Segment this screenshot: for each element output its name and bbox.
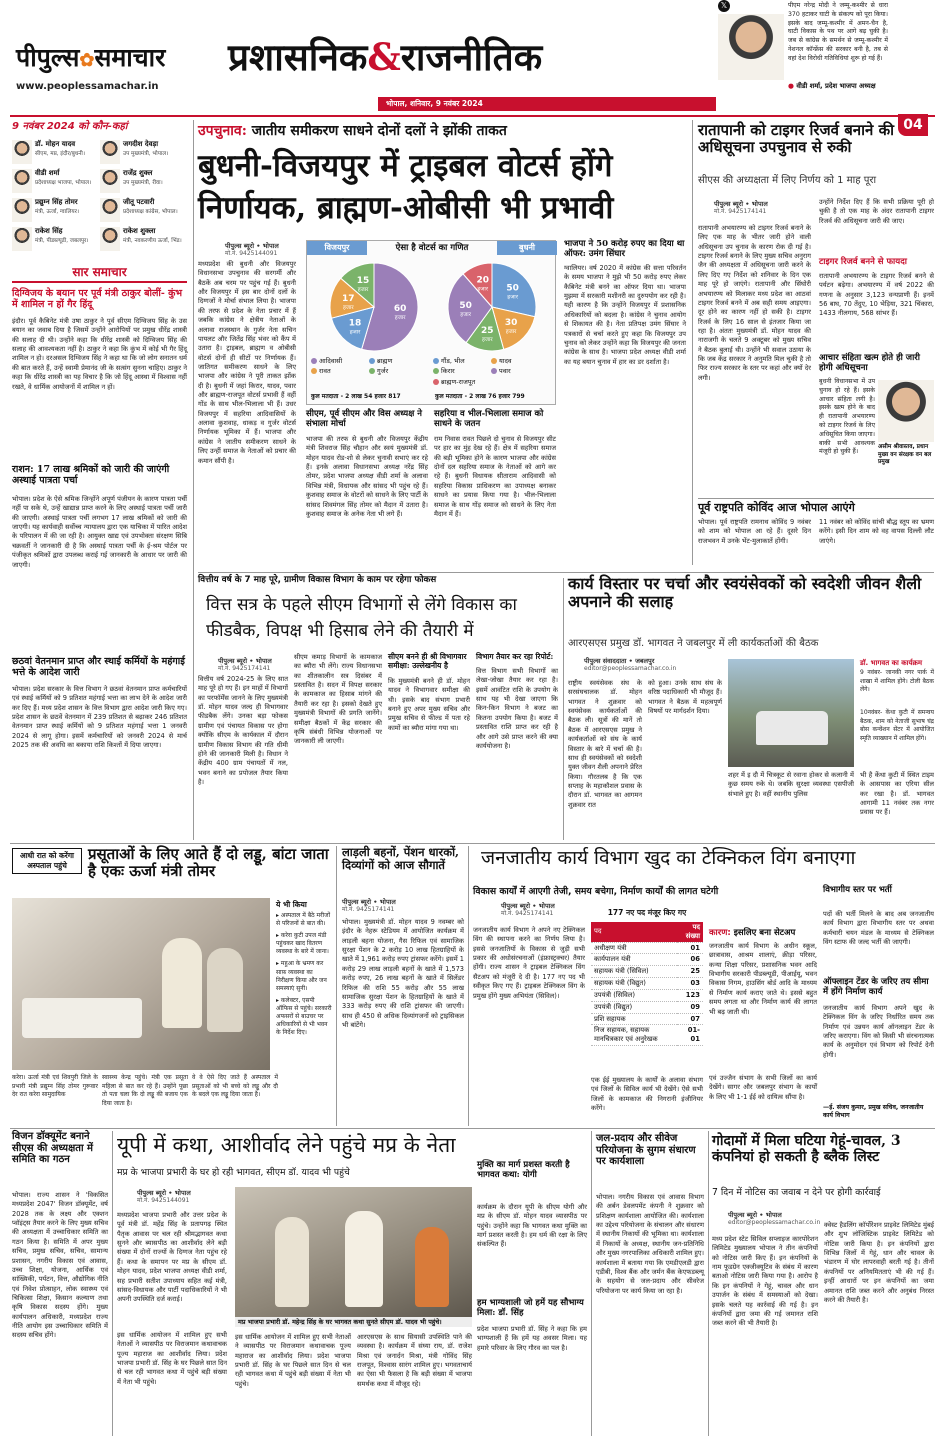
avatar [12, 140, 32, 164]
schedule-name: वीडी शर्मा [35, 169, 60, 177]
x-icon: 𝕏 [718, 0, 730, 12]
legend-entry: आदिवासी [311, 357, 369, 365]
car-shape [756, 711, 828, 745]
post-name: निज सहायक, सहायक मानचित्रकार एवं अनुरेखक [591, 1025, 677, 1046]
section-title: प्रशासनिक&राजनीतिक [228, 35, 543, 79]
rss-headline: कार्य विस्तार पर चर्चा और स्वयंसेवकों को स्वदेशी जीवन शैली अपनाने की सलाह [568, 574, 922, 612]
avatar [100, 227, 120, 251]
bullet-point: ▸ करेरा कुटी उपज मंडी पहुंचकर खाद वितरण व्यवस्था के बारे में जाना। [276, 932, 329, 956]
table-row [591, 1013, 703, 1025]
pie-value-label: 50 [459, 301, 472, 312]
jal-body: भोपाल। नगरीय विकास एवं आवास विभाग की अर्बन डेवलपमेंट कंपनी ने शुक्रवार को प्रशिक्षण कार्यशाला आयोजित की। कार्यशाला का उद्देश्य परियोजना के संचालन और संधारण में स्थानीय निकायों की भूमिका था। कार्यशाला में निकायों के अध्यक्ष, स्थानीय जन-प्रतिनिधि और मुख्य नगरपालिका अधिकारी शामिल हुए। कार्यशाला में बताया गया कि एमडीएलडी द्वारा एडीबी, विश्व बैंक और जर्मन बैंक केएफडब्ल्यू के सहयोग से जल-प्रदाय और सीवरेज परियोजना पर कार्य किया जा रहा है। [596, 1193, 704, 1295]
godam-deck: 7 दिन में नोटिस का जवाब न देने पर होगी कार्रवाई [712, 1187, 881, 1198]
pie-unit-label: हजार [481, 336, 493, 343]
godam-body-2: क्वेस्ट हैडलिंग कॉर्पोरेशन प्राइवेट लिमिटेड मुंबई और शुभ लॉजिस्टिक प्राइवेट लिमिटेड को नोटिस जारी किया है। इन कंपनियों द्वारा विभिन्न जिलों में गेहूं, धान और चावल के भंडारण में घोर लापरवाही बरती गई है। तीनों कंपनियों पर अनियमितताएं भी की गई हैं। इन्हीं आधारों पर इन कंपनियों का जमा अमानत राशि जब्त करने और अनुबंध निरस्त करने की तैयारी है। [824, 1221, 934, 1304]
laadli-byline: पीपुल्स ब्यूरो • भोपाल मो.नं. 9425174141 [342, 898, 396, 914]
vitt-sub: सीएम बनने ही श्री विभागवार समीक्षा: उल्लेखनीय है [388, 652, 467, 670]
pie-chart-vijaypur [319, 259, 429, 355]
legend-swatch [311, 368, 317, 374]
katha-photo [235, 1187, 472, 1317]
janjatiya-body-1: जनजातीय कार्य विभाग ने अपने नए टेक्निकल विंग की स्थापना करने का निर्णय लिया है। इससे जनजातियों के विकास से जुड़ी सभी प्रकार की अधोसंरचनाओं (इंफ्रास्ट्रक्चर) तैयार होंगी। राज्य शासन ने ट्राइबल टेक्निकल विंग सैटअप को मंजूरी दे दी है। 177 नए पद भी स्वीकृत किए गए हैं। ट्राइबल टेक्निकल विंग के प्रमुख होंगे मुख्य अभियंता (सिविल)। [473, 926, 585, 1000]
rss-deck: आरएसएस प्रमुख डॉ. भागवत ने जबलपुर में ली कार्यकर्ताओं की बैठक [568, 638, 819, 649]
karan-heading: कारण: इसलिए बना सेटअप [709, 928, 796, 938]
laadli-story [342, 846, 464, 1126]
rss-body-3: भी है केंथा कुटी में स्थित टाइम के आसपास का एरिया सील कर रखा है। डॉ. भागवत आगामी 11 नवंबर तक नगर प्रवास पर हैं। [860, 771, 934, 817]
date-bar: भोपाल, शनिवार, 9 नवंबर 2024 [378, 97, 716, 111]
motorcade-photo [728, 659, 854, 767]
avatar [12, 227, 32, 251]
kovind-headline: पूर्व राष्ट्रपति कोविंद आज भोपाल आएंगे [698, 498, 934, 515]
schedule-name: राकेश सिंह [35, 227, 63, 235]
ratapani-story [698, 120, 934, 565]
post-name: सहायक यंत्री (सिविल) [591, 966, 677, 978]
rss-schedule-box [860, 659, 934, 769]
saar-body-3: भोपाल। प्रदेश सरकार के वित्त विभाग ने छठवां वेतनमान प्राप्त कर्मचारियों एवं स्थाई कर्मियों को 9 प्रतिशत महंगाई भत्ता का लाभ देने के आदेश जारी कर दिए हैं। मध्य प्रदेश शासन के वित्त विभाग द्वारा आदेश जारी किए गए। प्रदेश शासन के छठवें वेतनमान में 239 प्रतिशत से बढ़ाकर 246 प्रतिशत वेतनमान प्राप्त स्थाई कर्मियों को 9 प्रतिशत महंगाई भत्ता 1 जनवरी 2024 से लागू होगा। इसमें कर्मचारियों को जनवरी 2024 से मार्च 2025 तक की अवधि का बकाया राशि किश्तों में दिया जाएगा। [12, 685, 187, 750]
schedule-entry [100, 227, 186, 255]
ratapani-headline: रातापानी को टाइगर रिजर्व बनाने की अधिसूचना उपचुनाव से रुकी [698, 121, 894, 157]
schedule-entry [100, 140, 186, 168]
table-row [591, 978, 703, 990]
ratapani-quote-by: असीम श्रीवास्तव, प्रधान मुख्य वन संरक्षक वन बल प्रमुख [878, 444, 932, 466]
pie-unit-label: हजार [357, 286, 369, 293]
posts-table-title: 177 नए पद मंजूर किए गए [607, 908, 687, 917]
bullet-point: ▸ कलेक्टर, एसपी ऑफिस से पहुंचे। सरकारी अफसरों से बाउचर पर अधिकारियों से भी भवन के निर्देश दिए। [276, 996, 332, 1037]
brand-logo: पीपुल्स✿समाचार [16, 43, 166, 72]
vision-headline: विजन डॉक्यूमेंट बनाने सीएस की अध्यक्षता में समिति का गठन [12, 1131, 93, 1165]
ladoo-points [276, 912, 332, 1112]
legend-vijaypur [311, 357, 429, 378]
rss-schedule-title: डॉ. भागवत का कार्यक्रम [860, 659, 923, 667]
total-vijaypur: कुल मतदाता - 2 लाख 54 हजार 817 [311, 393, 401, 400]
vitt-headline: वित्त सत्र के पहले सीएम विभागों से लेंगे विकास का फीडबैक, विपक्ष भी हिसाब लेने की तैयारी में [206, 595, 517, 641]
schedule-entry [12, 169, 98, 197]
post-name: उपयंत्री (विद्युत) [591, 1001, 677, 1013]
tender-heading: ऑफ्लाइन टेंडर के जरिए तय सीमा में होंगे निर्माण कार्य [823, 977, 929, 997]
katha-caption: मप्र भाजपा प्रभारी डॉ. महेन्द्र सिंह के घर भागवत कथा सुनते सीएम डॉ. यादव भी पहुंचे। [235, 1317, 472, 1327]
vision-story [12, 1131, 108, 1436]
pie-value-label: 50 [506, 283, 519, 294]
schedule-place: उप मुख्यमंत्री, रीवा। [123, 180, 163, 186]
tweet-author: ● वीडी शर्मा, प्रदेश भाजपा अध्यक्ष [788, 82, 876, 90]
janjatiya-byline: पीपुल्स ब्यूरो • भोपाल मो.नं. 9425174141 [501, 902, 555, 918]
tweet-text: पीएम नरेन्द्र मोदी ने जम्मू-कश्मीर से धारा 370 हटाकर घाटी के संकल्प को पूरा किया। इसके बाद जम्मू-कश्मीर में अमन-चैन है, घाटी विकास के पथ पर आगे बढ़ चुकी है। जब से कांग्रेस के समर्थन से जम्मू-कश्मीर में नेशनल कॉन्फ्रेंस की सरकार बनी है, तब से वहां देश विरोधी गतिविधियां शुरू हो गई हैं। [788, 2, 888, 62]
schedule-entry [12, 140, 98, 168]
legend-swatch [491, 358, 497, 364]
ratapani-body-2: उन्होंने निर्देश दिए हैं कि सभी प्रक्रिया पूरी हो चुकी है तो एक माह के अंदर रातापानी टाइगर रिजर्व की अधिसूचना जारी की जाए। [819, 198, 934, 225]
chart-title: ऐसा है वोटर्स का गणित [395, 243, 469, 253]
kovind-body-1: भोपाल। पूर्व राष्ट्रपति रामनाथ कोविंद 9 नवंबर को शाम को भोपाल आ रहे हैं। दूसरे दिन राजभवन में उनके भेंट-मुलाकातें होंगी। [698, 518, 811, 545]
post-name: प्रशि सहायक [591, 1013, 677, 1025]
saar-body-2: भोपाल। प्रदेश के ऐसे श्रमिक जिन्होंने अपूर्ण पंजीयन के कारण पात्रता पर्ची नहीं पा सके थे, उन्हें खाद्यान्न प्राप्त करने के लिए अस्थाई पात्रता पर्ची जारी की जाएगी। अस्थाई पात्रता पर्ची लगभग 17 लाख श्रमिकों को जारी की जाएगी। यह कार्यवाही सर्वोच्च न्यायालय द्वारा एक याचिका में पारित आदेश के परिपालन में की जा रही है। आयुक्त खाद्य एवं उपभोक्ता संरक्षण सिबि चक्रवर्ती ने जानकारी दी है कि अस्थाई पात्रता पर्ची के ई-श्रम पोर्टल पर पंजीकृत श्रमिकों द्वारा उपलब्ध कराई गई जानकारी के आधार पर जारी की जाएगी। [12, 495, 187, 569]
lead-body-2: भाजपा की तरफ से बुधनी और विजयपुर केंद्रीय मंत्री शिवराज सिंह चौहान और स्वयं मुख्यमंत्री डॉ. मोहन यादव रोड-शो से लेकर चुनावी सभाएं कर रहे हैं। इनके अलावा विधानसभा अध्यक्ष नरेंद्र सिंह तोमर, प्रदेश भाजपा अध्यक्ष वीडी शर्मा के अलावा विभिन्न मंत्री, विधायक और सांसद भी पहुंच रहे हैं। कुशवाह समाज के वोटरों को साधने के लिए पार्टी के सांसद शिवमंगल सिंह तोमर को मैदान में उतारा है। कुशवाह समाज के अनेक नेता भी लगे हैं। [306, 435, 428, 518]
post-count: 07 [677, 1013, 703, 1025]
laadli-body: भोपाल। मुख्यमंत्री डॉ. मोहन यादव 9 नवम्बर को इंदौर के नेहरू स्टेडियम में आयोजित कार्यक्रम में लाड़ली बहना योजना, गैस रिफिल एवं सामाजिक सुरक्षा पेंशन के 2 करोड़ 10 लाख हितग्राहियों के खाते में 1,961 करोड़ रुपए ट्रांसफर करेंगे। इसमें 1 करोड़ 29 लाख लाड़ली बहनों के खाते में 1,573 करोड़ रुपए, 26 लाख बहनों के खाते में सिलेंडर रिफिल की राशि 55 करोड़ और 55 लाख सामाजिक सुरक्षा पेंशन के हितग्राहियों के खाते में 333 करोड़ रुपए की राशि ट्रांसफर की जाएगी। साथ ही 450 से अधिक दिव्यांगजनों को ट्राइसिकल भी बांटेंगे। [342, 918, 464, 1029]
lead-body-4: ग्वालियर। वर्ष 2020 में कांग्रेस की सत्ता परिवर्तन के समय भाजपा ने मुझे भी 50 करोड़ रुपए लेकर कैबिनेट मंत्री बनने का ऑफर दिया था। भाजपा मुझमा में सरकारी मशीनरी का दुरुपयोग कर रही है। यही कारण है कि उन्होंने विजयपुर में प्रशासनिक अधिकारियों को बदला है। कांग्रेस ने चुनाव आयोग से शिकायत की है। नेता प्रतिपक्ष उमंग सिंघार ने पत्रकारों से चर्चा करते हुए कहा कि विजयपुर उप चुनाव को लेकर उन्होंने कहा कि विजयपुर की जनता कांग्रेस के साथ है। भाजपा प्रदेश अध्यक्ष वीडी शर्मा का यह बयान चुनाव में हार का डर दर्शाता है। [564, 264, 686, 366]
janjatiya-deck: विकास कार्यों में आएगी तेजी, समय बचेगा, निर्माण कार्यों की लागत घटेगी [473, 886, 719, 897]
janjatiya-body-2: एक ईई मुख्यालय के कार्यों के अलावा संभाग एवं जिलों के सिविल कार्य भी देखेंगे। ऐसे सभी जिलों के कामकाज की निगरानी इंजीनियर करेंगे। [591, 1076, 703, 1113]
lead-kicker: उपचुनाव: जातीय समीकरण साधने दोनों दलों ने झोंकी ताकत [198, 123, 507, 139]
schedule-place: मंत्री, ऊर्जा, ग्वालियर। [35, 209, 80, 215]
hospital-photo [12, 898, 270, 1070]
pie-value-label: 15 [356, 275, 370, 286]
pie-chart-budhni [437, 259, 547, 355]
saar-headline-2: राशन: 17 लाख श्रमिकों को जारी की जाएंगी अस्थाई पात्रता पर्चा [12, 464, 170, 486]
ratapani-body-1: रातापानी अभयारण्य को टाइगर रिजर्व बनाने के लिए एक माह के भीतर जारी होने वाली अधिसूचना उप चुनाव के कारण रोक दी गई है। टाइगर रिजर्व बनाने के लिए मुख्य सचिव अनुराग जैन की अध्यक्षता में अधिसूचना जारी करने के लिए दिए गए निर्देश को शनिवार के दिन एक माह पूरे हो जाएंगे। रातापानी और सिंघोरी अभयारण्य को मिलाकर मध्य प्रदेश का आठवां टाइगर रिजर्व बनने में अब सही समय आइएगा। दूर होने का कारण नहीं हो सकी है। टाइगर रिजर्व के लिए 16 साल से इंतजार किया जा रहा है। अंततः मुख्यमंत्री डॉ. मोहन यादव की नाराजगी के चलते 9 अक्टूबर को मुख्य सचिव ने बैठक बुलाई थी। उन्होंने भी सवाल उठाया के कि जब केंद्र सरकार ने अनुमति मिल चुकी है तो फिर राज्य सरकार के स्तर पर कहां और क्यों देर लगी। [698, 224, 811, 382]
saar-headline-1: दिग्विजय के बयान पर पूर्व मंत्री ठाकुर बोलीं- कुंभ में शामिल न हों गैर हिंदू [12, 288, 183, 310]
ratapani-quote: बुधनी विधानसभा में उप चुनाव हो रहे हैं। इसके आचार संहिता लगी है। इसके खत्म होने के बाद ही रातापानी अभयारण्य को टाइगर रिजर्व के लिए अधिसूचित किया जाएगा। बाकी सभी आवश्यक मंजूरी हो चुकी हैं। [819, 378, 875, 456]
pie-unit-label: हजार [349, 329, 361, 336]
schedule-place: मंत्री, नवकरणीय ऊर्जा, भिंड। [123, 238, 182, 244]
tender-body: जनजातीय कार्य विभाग अपने खुद के टेक्निकल विंग के जरिए निर्धारित समय तक निर्माण एवं उन्नयन कार्य ऑनलाइन टेंडर के जरिए कराएगा। विंग को किसी भी संरचनात्मक कार्य के अनुमोदन एवं विभाग को रिपोर्ट देनी होगी। [823, 1004, 934, 1059]
avatar [12, 169, 32, 193]
post-name: सहायक यंत्री (विद्युत) [591, 978, 677, 990]
janjatiya-headline: जनजातीय कार्य विभाग खुद का टेक्निकल विंग बनाएगा [481, 847, 856, 869]
up-body-2b: इस धार्मिक आयोजन में शामिल हुए सभी नेताओं ने व्यासपीठ पर विराजमान कथावाचक पूज्य महाराज का आशीर्वाद लिया। प्रदेश भाजपा प्रभारी डॉ. सिंह के घर पिछले सात दिन से चल रही भागवत कथा में पहुंचे बड़ी संख्या में नेता भी पहुंचे। [235, 1333, 351, 1388]
recruitment-heading: विभागीय स्तर पर भर्ती [823, 885, 892, 895]
vision-body: भोपाल। राज्य शासन ने 'विकसित मध्यप्रदेश 2047' विजन डॉक्यूमेंट, वर्ष 2028 तक के लक्ष्य और एक्शन प्वॉइंट्स तैयार करने के लिए मुख्य सचिव की अध्यक्षता में उच्चाधिकार समिति का गठन किया है। समिति में अपर मुख्य सचिव, प्रमुख सचिव, सचिव, सामान्य प्रशासन, नगरीय विकास एवं आवास, उच्च शिक्षा, योजना, आर्थिक एवं सांख्यिकी, पर्यटन, वित्त, औद्योगिक नीति एवं निवेश प्रोत्साहन, लोक स्वास्थ्य एवं चिकित्सा शिक्षा, किसान कल्याण तथा कृषि विकास सदस्य होंगे। मुख्य कार्यपालन अधिकारी, मध्यप्रदेश राज्य नीति आयोग इस उच्चाधिकार समिति में सदस्य सचिव होंगे। [12, 1191, 108, 1340]
col-count: पद संख्या [677, 922, 703, 942]
schedule-name: जगदीश देवड़ा [123, 140, 159, 148]
ladoo-subhead: ये भी किया [276, 900, 307, 909]
site-url[interactable]: www.peoplessamachar.in [16, 81, 159, 92]
schedule-title: 9 नवंबर 2024 को कौन-कहां [12, 121, 128, 132]
vitt-body-3: कि मुख्यमंत्री बनने ही डॉ. मोहन यादव ने विभागवार समीक्षा की थी। इसके बाद संभाग प्रभारी बनाने हुए अपर मुख्य सचिव और प्रमुख सचिव से फील्ड में पता रहे कामों का ब्यौरा मांगा गया था। [388, 677, 470, 732]
post-name: अधीक्षण यंत्री [591, 942, 677, 954]
ladoo-headline: प्रसूताओं के लिए आते हैं दो लड्डू, बांटा जाता है एकः ऊर्जा मंत्री तोमर [88, 845, 329, 881]
legend-entry: यादव [491, 357, 549, 365]
avatar [100, 140, 120, 164]
table-row [591, 966, 703, 978]
schedule-box [12, 118, 187, 260]
yogi-body: कार्यक्रम के दौरान यूपी के सीएम योगी और मप्र के सीएम डॉ. मोहन यादव व्यासपीठ पर पहुंचे। उन्होंने कहा कि भागवत कथा मुक्ति का मार्ग प्रशस्त करती है। हम धर्म की रक्षा के लिए संकल्पित हैं। [477, 1203, 587, 1249]
schedule-place: प्रदेशाध्यक्ष भाजपा, भोपाल। [35, 180, 92, 186]
legend-swatch [433, 358, 439, 364]
rss-schedule-1: 9 नवंबर- जानकी नगर पार्क में शाखा में शामिल होंगे। टोली बैठक लेंगे। [860, 669, 934, 694]
kovind-body-2: 11 नवंबर को कोविंद सांची बौद्ध स्तूप का भ्रमण करेंगे। इसी दिन शाम को वह वापस दिल्ली लौट जाएंगे। [819, 518, 934, 545]
pie-value-label: 60 [393, 303, 407, 314]
legend-budhni [433, 357, 555, 388]
legend-entry: गौंड, भील [433, 357, 491, 365]
singh-body: प्रदेश भाजपा प्रभारी डॉ. सिंह ने कहा कि हम भाग्यशाली हैं कि हमें यह अवसर मिला। यह हमारे परिवार के लिए गौरव का पल है। [477, 1325, 587, 1352]
chart-label-vijaypur: विजयपुर [307, 241, 367, 255]
table-row [591, 942, 703, 954]
pie-unit-label: हजार [507, 294, 518, 301]
pie-unit-label: हजार [505, 329, 517, 336]
ratapani-byline: पीपुल्स ब्यूरो • भोपाल मो.नं. 9425174141 [714, 200, 768, 216]
recruitment-body: पदों की भर्ती मिलने के बाद अब जनजातीय कार्य विभाग द्वारा विभागीय स्तर पर अथवा कर्मचारी चयन मंडल के माध्यम से टेक्निकल विंग स्टाफ की जल्द भर्ती की जाएगी। [823, 910, 934, 947]
schedule-name: जीतू पटवारी [123, 198, 155, 206]
godam-story [712, 1131, 934, 1436]
official-portrait [878, 380, 934, 442]
tweet-portrait [718, 14, 784, 80]
janjatiya-quote-by: —ई. संजय कुमार, प्रमुख सचिव, जनजातीय कार्य विभाग [823, 1104, 924, 1120]
jal-headline: जल-प्रदाय और सीवेज परियोजना के सुगम संधारण पर कार्यशाला [596, 1133, 696, 1167]
yogi-heading: मुक्ति का मार्ग प्रशस्त करती है भागवत कथा: योगी [477, 1160, 570, 1180]
up-headline: यूपी में कथा, आशीर्वाद लेने पहुंचे मप्र के नेता [117, 1133, 456, 1157]
person-shape-3 [275, 1217, 309, 1307]
vitt-body-4: वित्त विभाग सभी विभागों का लेखा-जोखा तैयार कर रहा है। इसमें आवंटित राशि के उपयोग के साथ यह भी देखा जाएगा कि किन-किन विभाग ने बजट का कितना उपयोग किया है। बजट में प्रस्तावित राशि प्राप्त कर रही है और आगे उसे प्राप्त करने की क्या कार्ययोजना है। [476, 667, 558, 750]
schedule-entry [100, 198, 186, 226]
table-row [591, 989, 703, 1001]
ratapani-body-3: रातापानी अभयारण्य के टाइगर रिजर्व बनने से पर्यटन बढ़ेगा। अभयारण्य में वर्ष 2022 की गणना के अनुसार 3,123 वन्यप्राणी हैं। इनमें 56 बाघ, 70 तेंदुए, 10 भेड़िया, 321 चिंकारा, 1433 नीलगाय, 568 सांभर हैं। [819, 272, 934, 318]
post-name: उपयंत्री (सिविल) [591, 989, 677, 1001]
lead-sub-2: सहरिया व भील-भिलाला समाज को साधने के जतन [434, 409, 544, 429]
singh-heading: हम भाग्यशाली जो हमें यह सौभाग्य मिला: डॉ. सिंह [477, 1298, 584, 1318]
laadli-headline: लाड़ली बहनों, पेंशन धारकों, दिव्यांगों को आज सौगातें [342, 845, 460, 873]
vitt-story [198, 575, 558, 840]
lead-sub-1: सीएम, पूर्व सीएम और विस अध्यक्ष ने संभाला मोर्चा [306, 409, 423, 429]
vitt-body-2: सीएम कमाड़ विभागों के कामकाज का ब्यौरा भी लेंगे। राज्य विधानसभा का शीतकालीन सत्र दिसंबर में प्रस्तावित है। सदन में विपक्ष सरकार के कामकाज का हिसाब मांगने की तैयारी कर रहा है। इसको देखते हुए मुख्यमंत्री विभागों की प्रगति जानेंगे। समीक्षा बैठकों में केंद्र सरकार की कृषि संबंधी विभिन्न योजनाओं पर जानकारी ली जाएगी। [294, 653, 382, 746]
ratapani-sub-2: आचार संहिता खत्म होते ही जारी होगी अधिसूचना [819, 353, 920, 373]
janjatiya-story [473, 846, 934, 1126]
schedule-place: सीएम, मप्र, इंदौर/बुधनी। [35, 151, 85, 157]
person-shape-2 [207, 948, 243, 1032]
post-count: 123 [677, 989, 703, 1001]
voter-chart [306, 240, 556, 405]
pie-unit-label: हजार [460, 312, 471, 319]
pie-value-label: 17 [342, 294, 355, 305]
schedule-place: उप मुख्यमंत्री, भोपाल। [123, 151, 169, 157]
up-deck: मप्र के भाजपा प्रभारी के घर हो रही भागवत, सीएम डॉ. यादव भी पहुंचे [117, 1167, 350, 1178]
schedule-name: राकेश शुक्ला [123, 227, 156, 235]
avatar [12, 198, 32, 222]
ratapani-deck: सीएस की अध्यक्षता में लिए निर्णय को 1 माह पूरा [698, 175, 877, 186]
godam-body-1: मध्य प्रदेश स्टेट सिविल सप्लाइज कारपोरेशन लिमिटेड मुख्यालय भोपाल ने तीन कंपनियों को नोटिस जारी किए हैं। इन कंपनियों के नाम फूडग्रेन एक्जीक्यूटिव के संबंध में कारण बताओ नोटिस जारी किया गया है। आरोप है कि इन कंपनियों ने गेहूं, चावल और धान उपार्जन के संबंध में समस्याओं को देखा। इसके चलते यह कार्रवाई की गई है। इन कंपनियों द्वारा जमा की गई जमानत राशि जब्त करने की भी तैयारी है। [712, 1235, 818, 1328]
tweet-author-icon: ● [788, 82, 797, 90]
lead-body-1: मध्यप्रदेश की बुधनी और विजयपुर विधानसभा उपचुनाव की सरगर्मी और बैठकें अब चरम पर पहुंच गई हैं। बुधनी और विजयपुर में इस बार दोनों दलों के दिग्गजों ने मोर्चा संभाल लिया है। भाजपा की तरफ से प्रदेश के नेता प्रचार में हैं जबकि कांग्रेस ने क्षेत्रीय नेताओं के अलावा राजस्थान के गुर्जर नेता सचिन पायलट और जितेंद्र सिंह भंवर को कैंप में उतारा है। ट्राइबल, ब्राह्मण व ओबीसी वोटर्स दोनों ही सीटों पर निर्णायक हैं। जातिगत समीकरण साधने के लिए भाजपा और कांग्रेस ने पूरी ताकत झोंक दी है। बुधनी में जहां किरार, यादव, पवार और ब्राह्मण-राजपूत वोटर्स प्रभावी हैं वहीं गोंड के साथ भील-भिलाला भी हैं। उधर विजयपुर में सहरिया आदिवासियों के अलावा कुशवाह, धाकड़ व गुर्जर वोटर्स निर्णायक भूमिका में हैं। भाजपा और कांग्रेस ने जातीय समीकरण साधने के लिए उन्हीं समाज के नेताओं को प्रचार की कमान सौंपी है। [198, 260, 296, 465]
schedule-place: प्रदेशाध्यक्ष कांग्रेस, भोपाल। [123, 209, 178, 215]
post-count: 03 [677, 978, 703, 990]
karan-box [709, 928, 817, 1124]
up-body-3: आरएसएस के साथ सियासी उपस्थिति पाने की व्यवस्था है। कार्यक्रम में संघ्या राय, डॉ. राजेश मिश्रा एवं जनार्दन मिश्रा, मंत्री गोविंद सिंह राजपूत, विश्वास सारंग शामिल हुए। भगवताचार्य का ऐसा भी फैसला है कि बड़ी संख्या में भाजपा समर्थक कथा में मौजूद रहे। [357, 1333, 472, 1388]
post-count: 06 [677, 954, 703, 966]
vitt-sub-2: विभाग तैयार कर रहा रिपोर्ट: [476, 652, 554, 661]
legend-entry: ब्राह्मण-राजपूत [433, 378, 491, 386]
pie-unit-label: हजार [477, 286, 489, 293]
lead-body-1b [198, 120, 199, 121]
legend-swatch [369, 358, 375, 364]
legend-entry: गुर्जर [369, 367, 427, 375]
legend-swatch [491, 368, 497, 374]
ladoo-strap: आधी रात को करेंगा अस्पताल पहुंचे [12, 848, 82, 874]
tweet-box [718, 0, 888, 92]
vitt-byline: पीपुल्स ब्यूरो • भोपाल मो.नं. 9425174141 [218, 657, 272, 673]
pie-value-label: 18 [348, 318, 362, 329]
table-row [591, 1025, 703, 1046]
bullet-point: ▸ अस्पताल में बैठे मरीजों से परिजनों से बात की। [276, 912, 331, 928]
post-name: कार्यपालन यंत्री [591, 954, 677, 966]
pie-value-label: 20 [476, 275, 489, 286]
avatar [100, 169, 120, 193]
post-count: 01 [677, 942, 703, 954]
person-shape-4 [345, 1211, 383, 1307]
rss-body-1: राष्ट्रीय स्वयंसेवक संघ के सरसंघचालक डॉ. मोहन भागवत ने शुक्रवार को स्वयंसेवक कार्यकर्ताओं की बैठक ली। सूत्रों की मानें तो बैठक में आरएसएस प्रमुख ने कार्यकर्ताओं को संघ के कार्य विस्तार के बारे में चर्चा की है। साथ ही स्वयंसेवकों को स्वदेशी युक्त जीवन शैली अपनाने प्रेरित किया। गौरतलब है कि एक सप्ताह के महाकौशल प्रवास के दौरान डॉ. भागवत का आगमन शुक्रवार रात [568, 679, 642, 809]
col-post: पद [591, 922, 677, 942]
page-number: 04 [898, 114, 928, 136]
ratapani-sub: टाइगर रिजर्व बनने से फायदा [819, 257, 907, 267]
lead-headline: बुधनी-विजयपुर में ट्राइबल वोटर्स होंगे निर्णायक, ब्राह्मण-ओबीसी भी प्रभावी [198, 148, 614, 226]
legend-swatch [433, 379, 439, 385]
legend-swatch [311, 358, 317, 364]
legend-entry: किरार [433, 367, 491, 375]
schedule-entry [12, 198, 98, 226]
saar-body-1: इंदौर। पूर्व कैबिनेट मंत्री उषा ठाकुर ने पूर्व सीएम दिग्विजय सिंह के उस बयान का जवाब दिया है जिसमें उन्होंने आरोपियों पर प्रमुख धीरेंद्र शास्त्री की सलाह दी थी। उन्होंने कहा कि धीरेंद्र शास्त्री को दिग्विजय सिंह की सलाह की आवश्यकता नहीं है। ठाकुर ने कहा कि कुंभ में कोई भी गैर हिंदू शामिल न हो। दरअसल दिग्विजय सिंह ने कहा था कि जो लोग सनातन धर्म की बात करते हैं, उन्हें स्वामी प्रेमानंद जी के सत्संग सुनना चाहिए। ठाकुर ने कहा कि धीरेंद्र शास्त्री का यह विचार है कि जो हिंदू आस्था में विश्वास नहीं रखते, वे धार्मिक आयोजनों में शामिल न हों। [12, 317, 187, 391]
legend-swatch [369, 368, 375, 374]
person-shape-5 [415, 1227, 449, 1307]
up-byline: पीपुल्स ब्यूरो • भोपाल मो.नं. 9425144091 [137, 1189, 191, 1205]
table-row [591, 1001, 703, 1013]
schedule-entry [12, 227, 98, 255]
chart-label-budhni: बुधनी [497, 241, 557, 255]
legend-entry: ब्राह्मण [369, 357, 427, 365]
up-story [117, 1131, 587, 1436]
vitt-body-1: वित्तीय वर्ष 2024-25 के लिए सात माह पूरे हो गए हैं। इन माहों में विभागों का परफॉर्मेंस जानने के लिए मुख्यमंत्री डॉ. मोहन यादव जल्द ही विभागवार फीडबैक लेंगे। उनका बड़ा फोकस ग्रामीण एवं पंचायत विकास पर होगा क्योंकि सीएम के कार्यकाल में दौरान ग्रामीण विकास विभाग की गति धीमी होने की जानकारी मिली है। विधान ने केंद्रीय 400 ग्राम पंचायतों में नल, भवन बनाने का प्रपोजल तैयार किया है। [198, 675, 288, 786]
person-shape [162, 938, 202, 1028]
jal-story [596, 1131, 704, 1436]
post-count: 01-01 [677, 1025, 703, 1046]
rss-body-2: को हुआ। उनके साथ संघ के वरिष्ठ पदाधिकारी भी मौजूद हैं। भागवत ने बैठक में महत्वपूर्ण विषयों पर मार्गदर्शन दिया। [648, 679, 722, 716]
up-body-2: इस धार्मिक आयोजन में शामिल हुए सभी नेताओं ने व्यासपीठ पर विराजमान कथावाचक पूज्य महाराज का आशीर्वाद लिया। प्रदेश भाजपा प्रभारी डॉ. सिंह के घर पिछले सात दिन से चल रही भागवत कथा में पहुंचे बड़ी संख्या में नेता भी पहुंचे। [117, 1331, 227, 1386]
bed-shape [22, 998, 142, 1038]
pie-unit-label: हजार [342, 305, 354, 312]
post-count: 09 [677, 1001, 703, 1013]
saar-title: सार समाचार [12, 265, 187, 283]
schedule-name: राजेंद्र शुक्ल [123, 169, 153, 177]
lead-body-3: राम निवास रावत पिछले दो चुनाव से विजयपुर सीट पर हार का मुंह देख रहे हैं। क्षेत्र में सहरिया समाज की बड़ी भूमिका होने के कारण भाजपा और कांग्रेस दोनों दल सहरिया समाज के नेताओं को आगे कर रहे हैं। बुधनी विधायक सीताराम आदिवासी को सहरिया विकास प्राधिकरण का उपाध्यक्ष बनाकर साधने का प्रयास किया गया है। भील-भिलाला समाज के साथ गोंड़ समाज को साधने के लिए नेता मैदान में हैं। [434, 435, 556, 518]
rss-caption: शहर में इ दौ में चित्रकूट से रवाना होकर से कलानी में कुछ समय रुके थे। जबकि सुरक्षा व्यवस्था एसपीजी संभाले हुए है। वहीं स्थानीय पुलिस [728, 771, 854, 798]
rss-byline: पीपुल्स संवाददाता • जबलपुर editor@peoplessamachar.co.in [584, 657, 677, 673]
saar-headline-3: छठवां वेतनमान प्राप्त और स्थाई कर्मियों के महंगाई भत्ते के आदेश जारी [12, 656, 185, 678]
lead-byline: पीपुल्स ब्यूरो • भोपाल मो.नं. 9425144091 [225, 242, 279, 258]
godam-headline: गोदामों में मिला घटिया गेहूं-चावल, 3 कंपनियां हो सकती है ब्लैक लिस्ट [712, 1133, 901, 1166]
lead-sub-3: भाजपा ने 50 करोड़ रुपए का दिया था ऑफर: उमंग सिंघार [564, 239, 685, 259]
pie-value-label: 30 [504, 318, 518, 329]
lead-story [198, 120, 688, 580]
bullet-point: ▸ महुआ के भ्रमण कर साफ़ व्यवस्था का निरीक्षण किया और जन समस्याएं सुनी। [276, 960, 327, 992]
vitt-strap: वित्तीय वर्ष के 7 माह पूरे, ग्रामीण विकास विभाग के काम पर रहेगा फोकस [198, 575, 437, 585]
post-count: 25 [677, 966, 703, 978]
schedule-grid [12, 140, 187, 260]
total-budhni: कुल मतदाता - 2 लाख 76 हजार 799 [435, 393, 525, 400]
table-row [591, 954, 703, 966]
ladoo-caption-3: वे वे ऐसे दिए जाते हैं अस्पताल में प्रसूताओं को भी बच्चे को लड्डू और दौ के बदले एक लड्डू दिया जाता है। [192, 1074, 278, 1099]
pie-value-label: 25 [481, 325, 494, 336]
schedule-name: डॉ. मोहन यादव [35, 140, 76, 148]
legend-entry: रावत [311, 367, 369, 375]
ladoo-caption-2: स्वास्थ्य केन्द्र पहुंचे। मंत्री एक प्रसूता महिला से बात कर रहे हैं। उन्होंने पूछा तो पता चला कि दो लड्डू की बजाय एक दिया जाता है। [102, 1074, 188, 1107]
up-body-1: मध्यप्रदेश भाजपा प्रभारी और उत्तर प्रदेश के पूर्व मंत्री डॉ. महेंद्र सिंह के प्रतापगढ़ स्थित पैतृक आवास पर चल रही श्रीमद्भागवत कथा सुनने और ब्यासपीठ का आशीर्वाद लेने बड़ी संख्या में दोनों राज्यों के दिग्गज नेता पहुंच रहे हैं। कथा के समापन पर मप्र के सीएम डॉ. मोहन यादव, प्रदेश भाजपा अध्यक्ष वीडी शर्मा, सह प्रभारी सतीश उपाध्याय सहित कई मंत्री, सांसद-विधायक और पार्टी पदाधिकारियों ने भी अपनी उपस्थिति दर्ज कराई। [117, 1211, 227, 1304]
avatar [100, 198, 120, 222]
posts-table [591, 922, 703, 1046]
legend-entry: पवार [491, 367, 549, 375]
ladoo-caption-1: करेरा। ऊर्जा मंत्री एवं शिवपुरी जिले के प्रभारी मंत्री प्रद्युम्न सिंह तोमर गुरूवार देर रात करेरा सामुदायिक [12, 1074, 98, 1099]
ladoo-story [12, 846, 332, 1126]
legend-swatch [433, 368, 439, 374]
janjatiya-right [823, 886, 934, 1126]
rss-story [568, 575, 934, 840]
pie-unit-label: हजार [394, 314, 406, 321]
schedule-place: मंत्री, पीडब्ल्यूडी, जबलपुर। [35, 238, 89, 244]
rss-schedule-2: 10नवंबर- केंथा कुटी में समन्वय बैठक, शाम को नेताजी सुभाष चंद्र बोस कन्वेंशन सेंटर में आयोजित स्मृति व्याख्यान में शामिल होंगे। [860, 709, 934, 742]
schedule-name: प्रद्युम्न सिंह तोमर [35, 198, 78, 206]
karan-body: जनजातीय कार्य विभाग के अधीन स्कूल, छात्रावास, आश्रम शालाएं, क्रीड़ा परिसर, कन्या शिक्षा परिसर, प्रशासनिक भवन आदि विभागीय सरकारी पीडब्ल्यूडी, पीआईयू, भवन विकास निगम, हाउसिंग बोर्ड आदि के माध्यम से निर्माण कार्य कराए जाते थे। इससे बहुत समय लगता था और निर्माण कार्य की लागत भी बढ़ जाती थी। [709, 942, 817, 1016]
posts-table-box [591, 908, 703, 1074]
janjatiya-body-3: एवं उज्जैन संभाग के सभी जिलों का कार्य देखेंगे। सागर और जबलपुर संभाग के कार्यों के लिए भी 1-1 ईई को दायित्व सौंपा है। [709, 1074, 817, 1101]
schedule-entry [100, 169, 186, 197]
godam-byline: पीपुल्स ब्यूरो • भोपाल editor@peoplessamachar.co.in [728, 1211, 821, 1227]
